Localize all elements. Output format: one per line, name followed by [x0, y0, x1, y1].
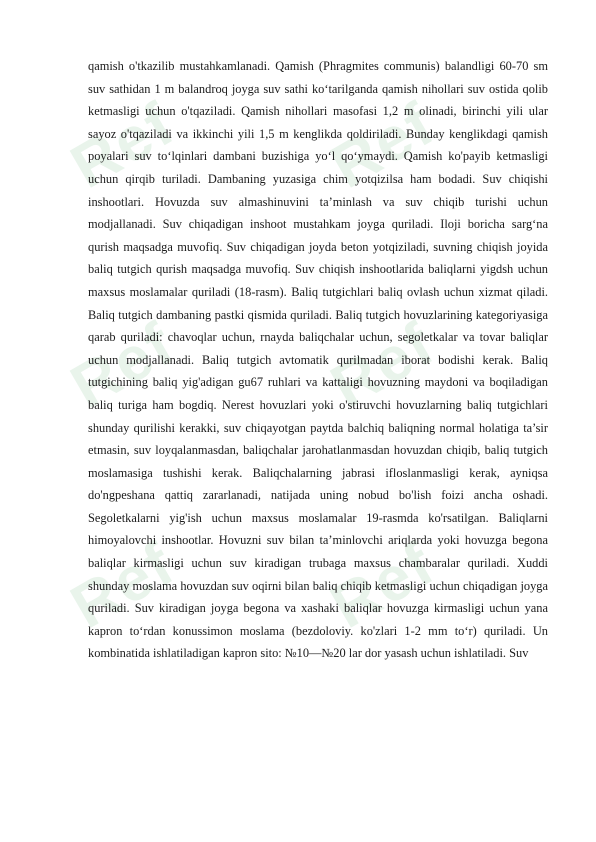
body-paragraph: qamish o'tkazilib mustahkamlanadi. Qamish (Phragmites communis) balandligi 60-70 sm suv sathidan 1 m balandroq joyga suv sathi ko‘tarilganda qamish nihollari suv ostida qolib ketmasligi uchun o'tqaziladi. Qamish nihollari masofasi 1,2 m olinadi, birinchi yili ular sayoz o'tqaziladi va ikkinchi yili 1,5 m kenglikda qoldiriladi. Bunday kenglikdagi qamish poyalari suv to‘lqinlari dambani buzishiga yo‘l qo‘ymaydi. Qamish ko'payib ketmasligi uchun qirqib turiladi. Dambaning yuzasiga chim yotqizilsa ham bodadi. Suv chiqishi inshootlari. Hovuzda suv almashinuvini ta’minlash va suv chiqib turishi uchun modjallanadi. Suv chiqadigan inshoot mustahkam joyga quriladi. Iloji boricha sarg‘na qurish maqsadga muvofiq. Suv chiqadigan joyda beton yotqiziladi, suvning chiqish joyida baliq tutgich qurish maqsadga muvofiq. Suv chiqish inshootlarida baliqlarni yigdsh uchun maxsus moslamalar quriladi (18-rasm). Baliq tutgichlari baliq ovlash uchun xizmat qiladi. Baliq tutgich dambaning pastki qismida quriladi. Baliq tutgich hovuzlarining kategoriyasiga qarab quriladi: chavoqlar uchun, rnayda baliqchalar uchun, segoletkalar va tovar baliqlar uchun modjallanadi. Baliq tutgich avtomatik qurilmadan iborat bodishi kerak. Baliq tutgichining baliq yig'adigan gu67 ruhlari va kattaligi hovuzning maydoni va boqiladigan baliq turiga ham bogdiq. Nerest hovuzlari yoki o'stiruvchi hovuzlarning baliq tutgichlari shunday qurilishi kerakki, suv chiqayotgan paytda balchiq baliqning normal holatiga ta’sir etmasin, suv loyqalanmasdan, baliqchalar jarohatlanmasdan hovuzdan chiqib, baliq tutgich moslamasiga tushishi kerak. Baliqchalarning jabrasi ifloslanmasligi kerak, ayniqsa do'ngpeshana qattiq zararlanadi, natijada uning nobud bo'lish foizi ancha oshadi. Segoletkalarni yig'ish uchun maxsus moslamalar 19-rasmda ko'rsatilgan. Baliqlarni himoyalovchi inshootlar. Hovuzni suv bilan ta’minlovchi ariqlarda yoki hovuzga begona baliqlar kirmasligi uchun suv kiradigan trubaga maxsus chambaralar quriladi. Xuddi shunday moslama hovuzdan suv oqirni bilan baliq chiqib ketmasligi uchun chiqadigan joyga quriladi. Suv kiradigan joyga begona va xashaki baliqlar hovuzga kirmasligi uchun yana kapron to‘rdan konussimon moslama (bezdoloviy. ko'zlari 1-2 mm to‘r) quriladi. Un kombinatida ishlatiladigan kapron sito: №10—№20 lar dor yasash uchun ishlatiladi. Suv — [88, 59, 548, 661]
watermark: Ref — [59, 89, 187, 202]
watermark: Ref — [319, 89, 447, 202]
watermark: Ref — [59, 529, 187, 642]
watermark: Ref — [59, 309, 187, 422]
watermark: Ref — [319, 529, 447, 642]
watermark: Ref — [319, 309, 447, 422]
